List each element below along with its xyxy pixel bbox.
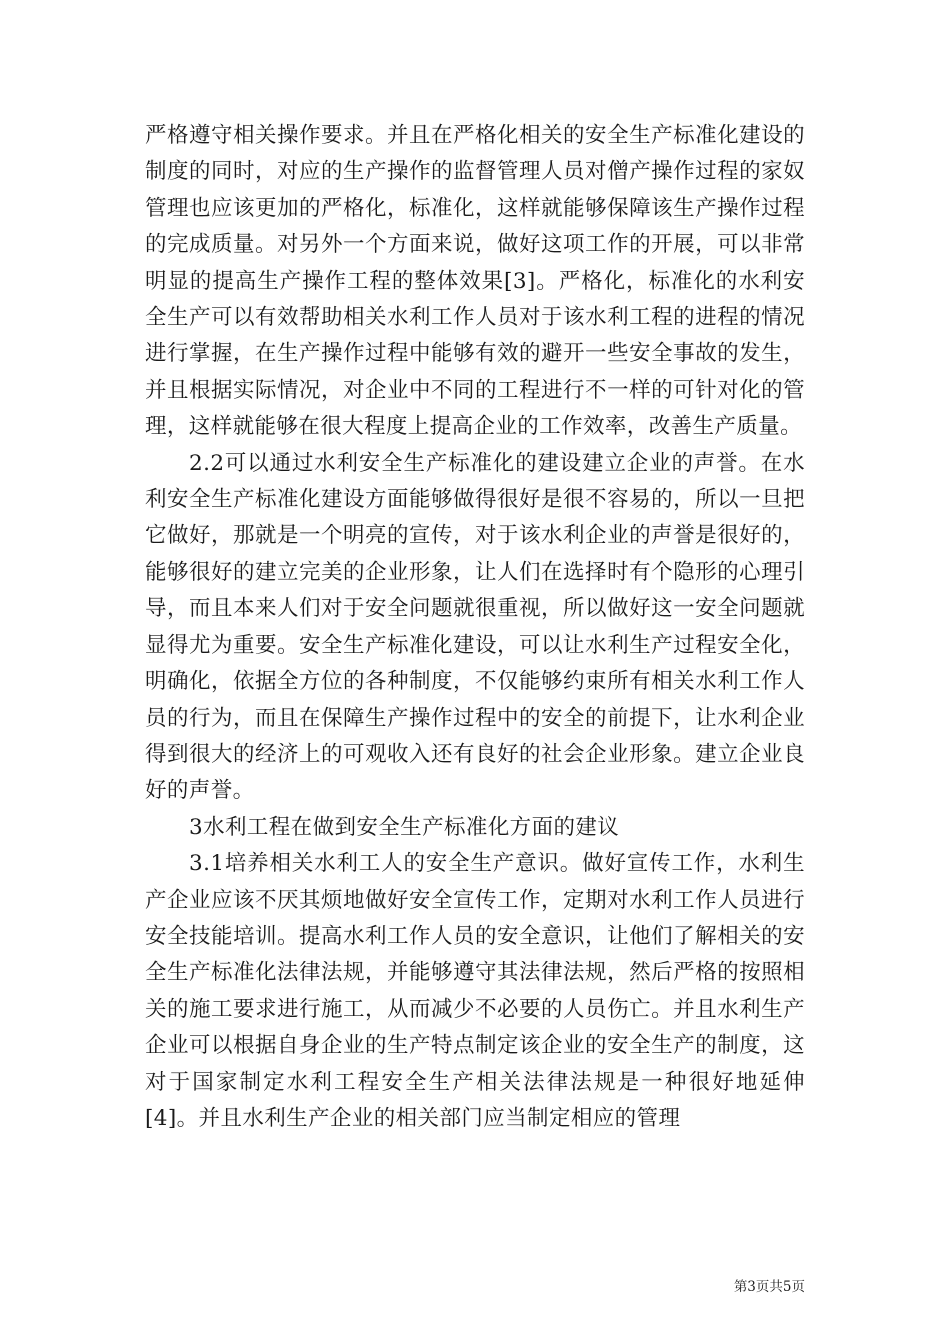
section-heading-3: 3水利工程在做到安全生产标准化方面的建议 xyxy=(189,814,620,840)
page-number-footer: 第3页共5页 xyxy=(733,1279,805,1295)
paragraph-section-2-2: 2.2可以通过水利安全生产标准化的建设建立企业的声誉。在水利安全生产标准化建设方面能够做得很好是很不容易的，所以一旦把它做好，那就是一个明亮的宣传，对于该水利企业的声誉是很好的，能够很好的建立完美的企业形象，让人们在选择时有个隐形的心理引导，而且本来人们对于安全问题就很重视，所以做好这一安全问题就显得尤为重要。安全生产标准化建设，可以让水利生产过程安全化，明确化，依据全方位的各种制度，不仅能够约束所有相关水利工作人员的行为，而且在保障生产操作过程中的安全的前提下，让水利企业得到很大的经济上的可观收入还有良好的社会企业形象。建立企业良好的声誉。 xyxy=(145,450,805,804)
paragraph-section-3-1: 3.1培养相关水利工人的安全生产意识。做好宣传工作，水利生产企业应该不厌其烦地做好安全宣传工作，定期对水利工作人员进行安全技能培训。提高水利工作人员的安全意识，让他们了解相关的安全生产标准化法律法规，并能够遵守其法律法规，然后严格的按照相关的施工要求进行施工，从而减少不必要的人员伤亡。并且水利生产企业可以根据自身企业的生产特点制定该企业的安全生产的制度，这对于国家制定水利工程安全生产相关法律法规是一种很好地延伸[4]。并且水利生产企业的相关部门应当制定相应的管理 xyxy=(145,851,805,1131)
paragraph-continuation: 严格遵守相关操作要求。并且在严格化相关的安全生产标准化建设的制度的同时，对应的生产操作的监督管理人员对僧产操作过程的家奴管理也应该更加的严格化，标准化，这样就能够保障该生产操作过程的完成质量。对另外一个方面来说，做好这项工作的开展，可以非常明显的提高生产操作工程的整体效果[3]。严格化，标准化的水利安全生产可以有效帮助相关水利工作人员对于该水利工程的进程的情况进行掌握，在生产操作过程中能够有效的避开一些安全事故的发生，并且根据实际情况，对企业中不同的工程进行不一样的可针对化的管理，这样就能够在很大程度上提高企业的工作效率，改善生产质量。 xyxy=(145,123,805,440)
document-body xyxy=(145,118,805,1137)
